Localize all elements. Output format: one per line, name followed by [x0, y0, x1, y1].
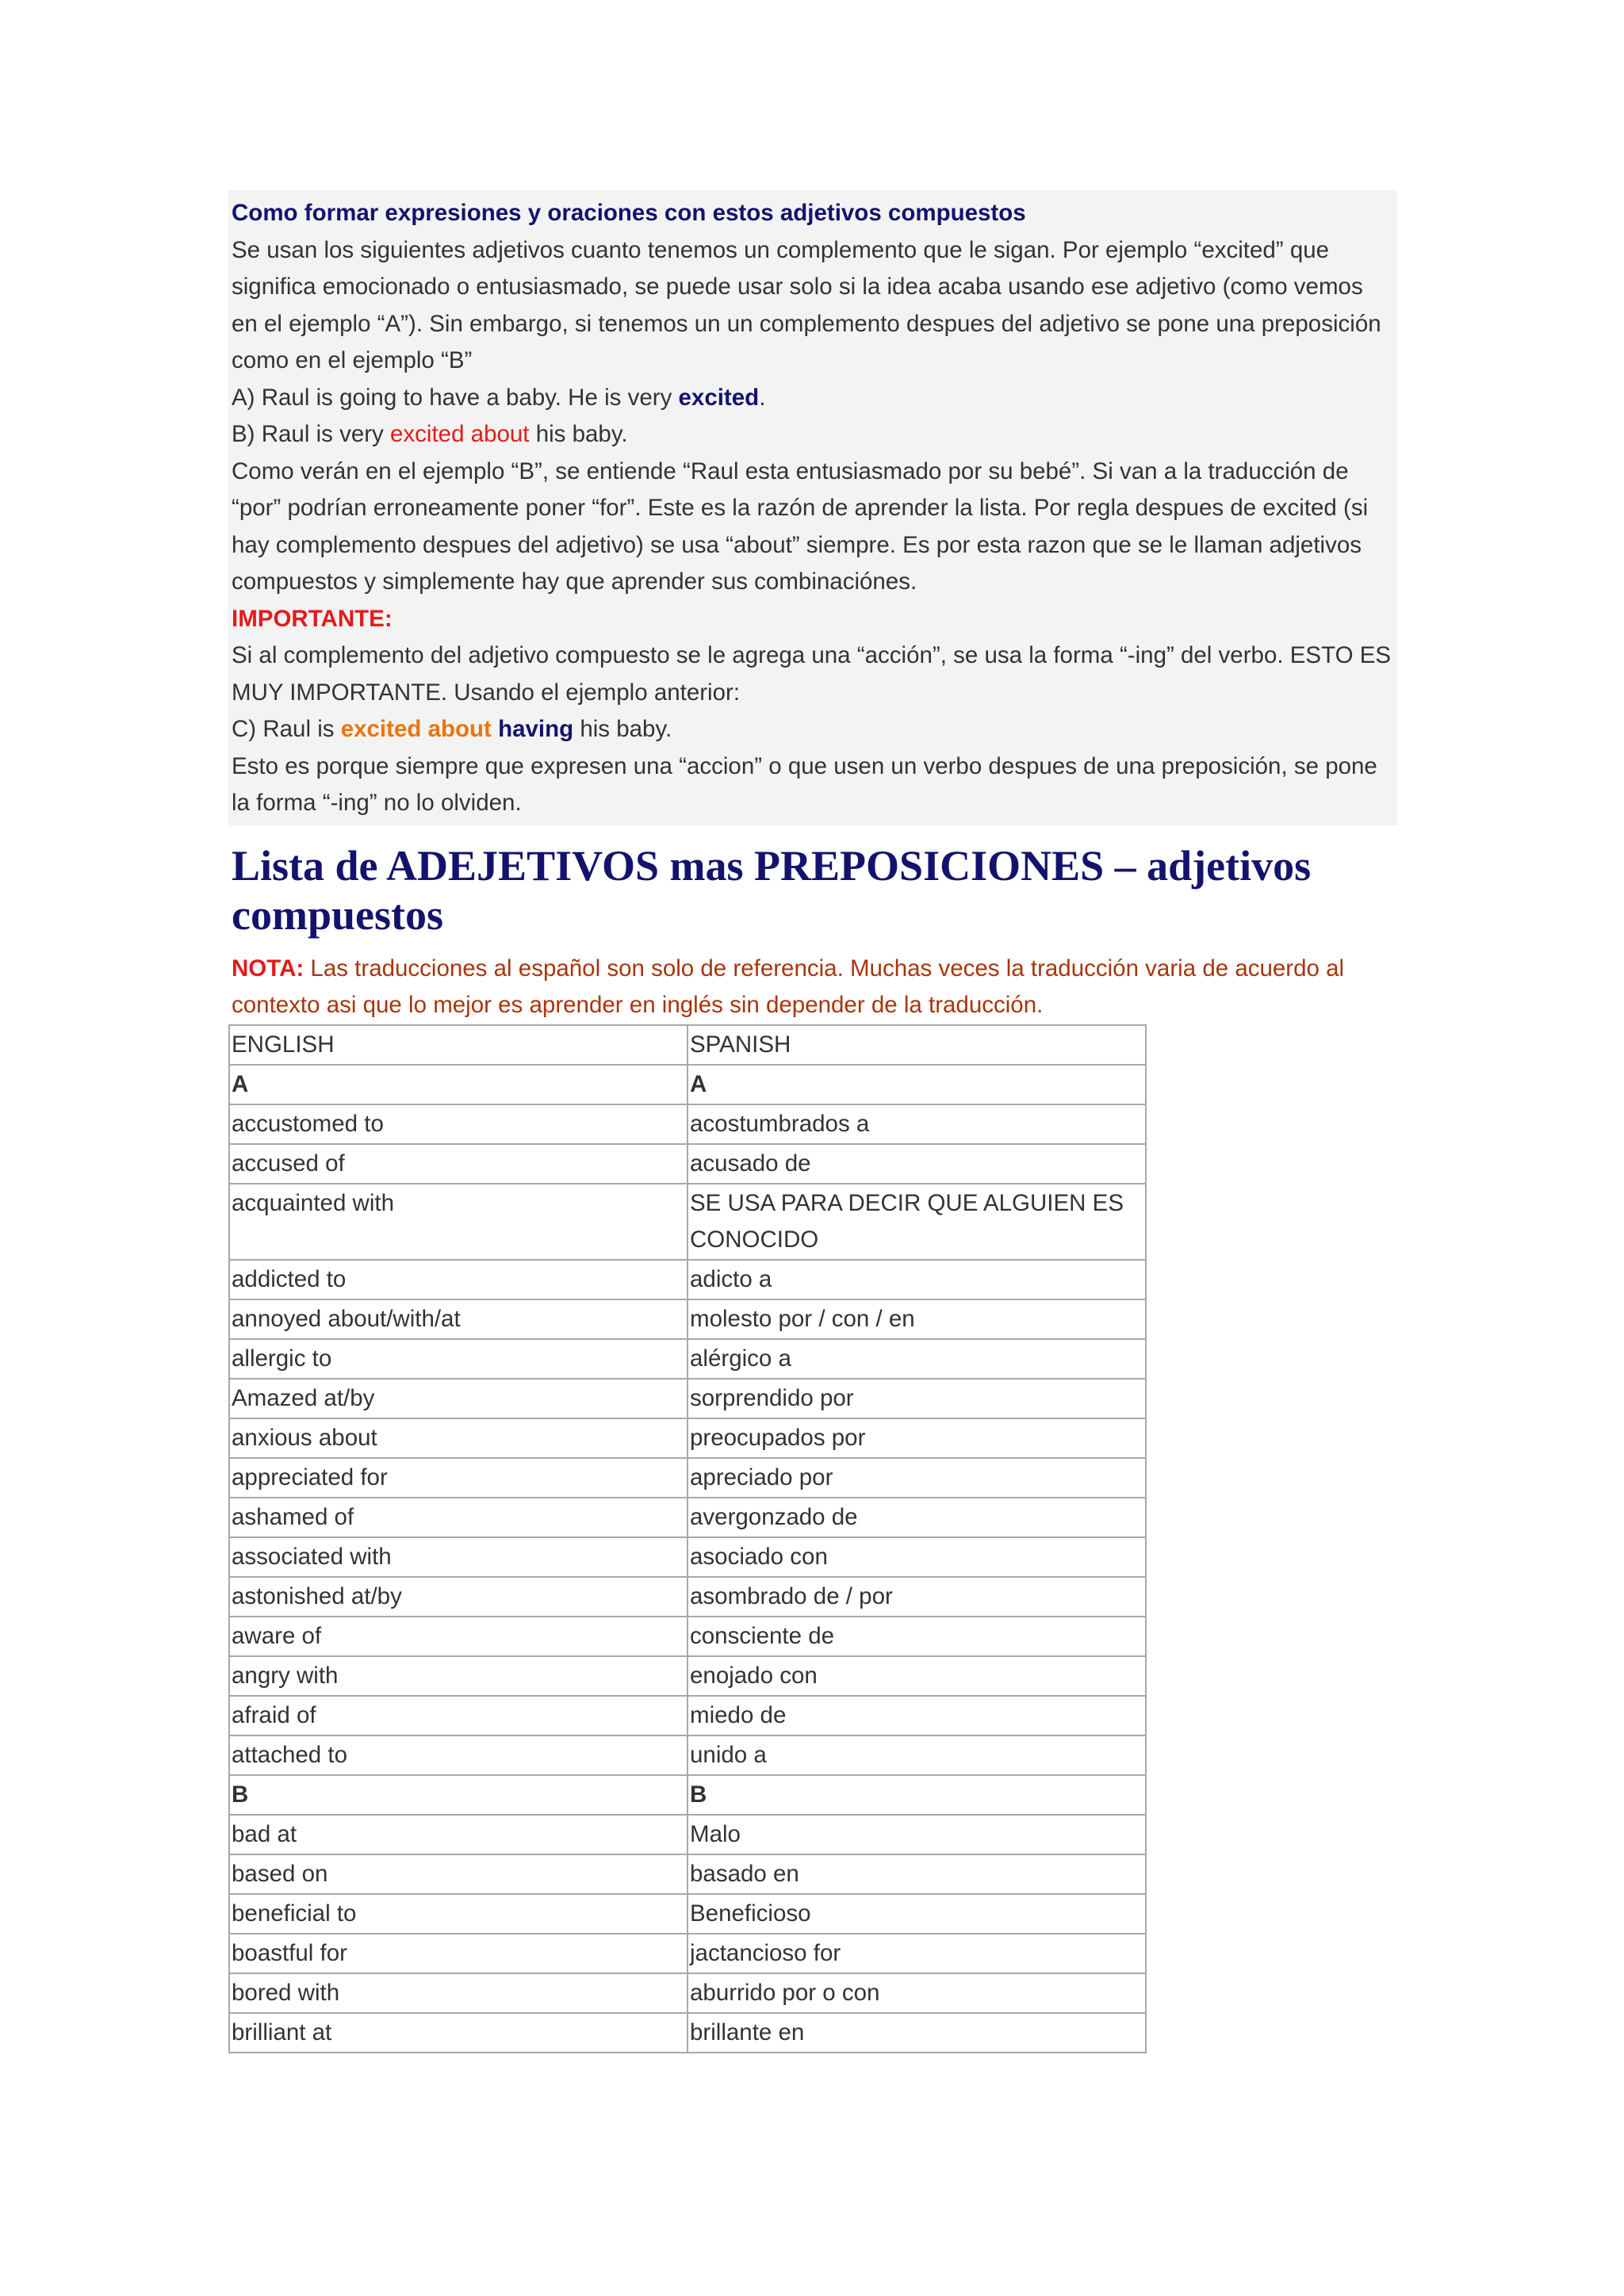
spanish-cell: acostumbrados a — [688, 1104, 1146, 1144]
table-row — [229, 1379, 1146, 1418]
table-row — [229, 1339, 1146, 1379]
english-cell: A — [229, 1065, 688, 1104]
english-cell: ashamed of — [229, 1498, 688, 1537]
example-c-highlight-1: excited about — [340, 716, 492, 742]
table-row — [229, 1458, 1146, 1498]
english-cell: associated with — [229, 1537, 688, 1577]
english-cell: brilliant at — [229, 2013, 688, 2053]
example-c — [232, 711, 1394, 748]
table-row — [229, 1418, 1146, 1458]
example-a — [232, 380, 1394, 417]
table-header-row — [229, 1025, 1146, 1065]
english-cell: accustomed to — [229, 1104, 688, 1144]
spanish-cell: enojado con — [688, 1656, 1146, 1696]
example-c-highlight-2: having — [498, 716, 574, 742]
spanish-cell: consciente de — [688, 1617, 1146, 1656]
spanish-cell: molesto por / con / en — [688, 1299, 1146, 1339]
spanish-cell: unido a — [688, 1735, 1146, 1775]
example-b-highlight: excited about — [390, 421, 530, 447]
note-text: Las traducciones al español son solo de referencia. Muchas veces la traducción varia de acuerdo al contexto asi que lo mejor es aprender en inglés sin depender de la traducción. — [232, 955, 1345, 1018]
spanish-cell: adicto a — [688, 1260, 1146, 1299]
intro-paragraph-1: Se usan los siguientes adjetivos cuanto tenemos un complemento que le sigan. Por ejemplo “excited” que significa emocionado o entusiasmado, se puede usar solo si la idea acaba usando ese adjetivo (como vemos en el ejemplo “A”). Sin embargo, si tenemos un un complemento despues del adjetivo se pone una preposición como en el ejemplo “B” — [232, 236, 1381, 373]
spanish-cell: alérgico a — [688, 1339, 1146, 1379]
header-english: ENGLISH — [229, 1025, 688, 1065]
example-c-text: C) Raul is — [232, 716, 341, 742]
example-b-end: his baby. — [529, 421, 628, 447]
intro-paragraph-4: Esto es porque siempre que expresen una “accion” o que usen un verbo despues de una preposición, se pone la forma “-ing” no lo olviden. — [232, 752, 1377, 816]
table-row — [229, 1775, 1146, 1815]
english-cell: bad at — [229, 1815, 688, 1854]
table-row — [229, 1260, 1146, 1299]
english-cell: annoyed about/with/at — [229, 1299, 688, 1339]
intro-paragraph-2: Como verán en el ejemplo “B”, se entiende “Raul esta entusiasmado por su bebé”. Si van a la traducción de “por” podrían erroneamente poner “for”. Este es la razón de aprender la lista. Por regla despues de excited (si hay complemento despues del adjetivo) se usa “about” siempre. Es por esta razon que se le llaman adjetivos compuestos y simplemente hay que aprender sus combinaciónes. — [232, 457, 1369, 595]
english-cell: appreciated for — [229, 1458, 688, 1498]
spanish-cell: apreciado por — [688, 1458, 1146, 1498]
note-label: NOTA: — [232, 955, 304, 982]
example-a-end: . — [759, 384, 766, 411]
note — [232, 951, 1397, 1024]
document-page — [228, 190, 1397, 2053]
spanish-cell: miedo de — [688, 1696, 1146, 1735]
table-row — [229, 1934, 1146, 1973]
intro-paragraph-3: Si al complemento del adjetivo compuesto se le agrega una “acción”, se usa la forma “-ing” del verbo. ESTO ES MUY IMPORTANTE. Usando el ejemplo anterior: — [232, 642, 1392, 706]
spanish-cell: asociado con — [688, 1537, 1146, 1577]
intro-box — [228, 190, 1397, 825]
english-cell: accused of — [229, 1144, 688, 1184]
spanish-cell: SE USA PARA DECIR QUE ALGUIEN ES CONOCIDO — [688, 1184, 1146, 1260]
table-row — [229, 1104, 1146, 1144]
english-cell: allergic to — [229, 1339, 688, 1379]
english-cell: beneficial to — [229, 1894, 688, 1934]
english-cell: astonished at/by — [229, 1577, 688, 1617]
spanish-cell: A — [688, 1065, 1146, 1104]
table-row — [229, 1894, 1146, 1934]
header-spanish: SPANISH — [688, 1025, 1146, 1065]
table-row — [229, 1299, 1146, 1339]
table-row — [229, 1537, 1146, 1577]
spanish-cell: sorprendido por — [688, 1379, 1146, 1418]
english-cell: attached to — [229, 1735, 688, 1775]
example-b-text: B) Raul is very — [232, 421, 390, 447]
importante-label: IMPORTANTE: — [232, 605, 393, 632]
english-cell: angry with — [229, 1656, 688, 1696]
table-row — [229, 1735, 1146, 1775]
table-row — [229, 1184, 1146, 1260]
spanish-cell: aburrido por o con — [688, 1973, 1146, 2013]
table-row — [229, 1065, 1146, 1104]
spanish-cell: B — [688, 1775, 1146, 1815]
english-cell: boastful for — [229, 1934, 688, 1973]
example-a-text: A) Raul is going to have a baby. He is very — [232, 384, 679, 411]
page-title: Lista de ADEJETIVOS mas PREPOSICIONES – adjetivos compuestos — [232, 841, 1312, 939]
english-cell: addicted to — [229, 1260, 688, 1299]
english-cell: aware of — [229, 1617, 688, 1656]
english-cell: Amazed at/by — [229, 1379, 688, 1418]
intro-title: Como formar expresiones y oraciones con estos adjetivos compuestos — [232, 200, 1026, 226]
table-row — [229, 1498, 1146, 1537]
spanish-cell: preocupados por — [688, 1418, 1146, 1458]
spanish-cell: acusado de — [688, 1144, 1146, 1184]
spanish-cell: asombrado de / por — [688, 1577, 1146, 1617]
english-cell: anxious about — [229, 1418, 688, 1458]
spanish-cell: brillante en — [688, 2013, 1146, 2053]
table-row — [229, 1656, 1146, 1696]
english-cell: afraid of — [229, 1696, 688, 1735]
table-row — [229, 1617, 1146, 1656]
english-cell: bored with — [229, 1973, 688, 2013]
spanish-cell: basado en — [688, 1854, 1146, 1894]
table-row — [229, 2013, 1146, 2053]
table-row — [229, 1854, 1146, 1894]
example-b — [232, 416, 1394, 453]
english-cell: B — [229, 1775, 688, 1815]
spanish-cell: Beneficioso — [688, 1894, 1146, 1934]
english-cell: acquainted with — [229, 1184, 688, 1260]
vocabulary-table — [228, 1024, 1147, 2053]
english-cell: based on — [229, 1854, 688, 1894]
table-row — [229, 1577, 1146, 1617]
spanish-cell: jactancioso for — [688, 1934, 1146, 1973]
table-row — [229, 1973, 1146, 2013]
spanish-cell: avergonzado de — [688, 1498, 1146, 1537]
table-row — [229, 1815, 1146, 1854]
table-row — [229, 1144, 1146, 1184]
example-c-end: his baby. — [573, 716, 672, 742]
spanish-cell: Malo — [688, 1815, 1146, 1854]
example-a-highlight: excited — [678, 384, 760, 411]
table-row — [229, 1696, 1146, 1735]
